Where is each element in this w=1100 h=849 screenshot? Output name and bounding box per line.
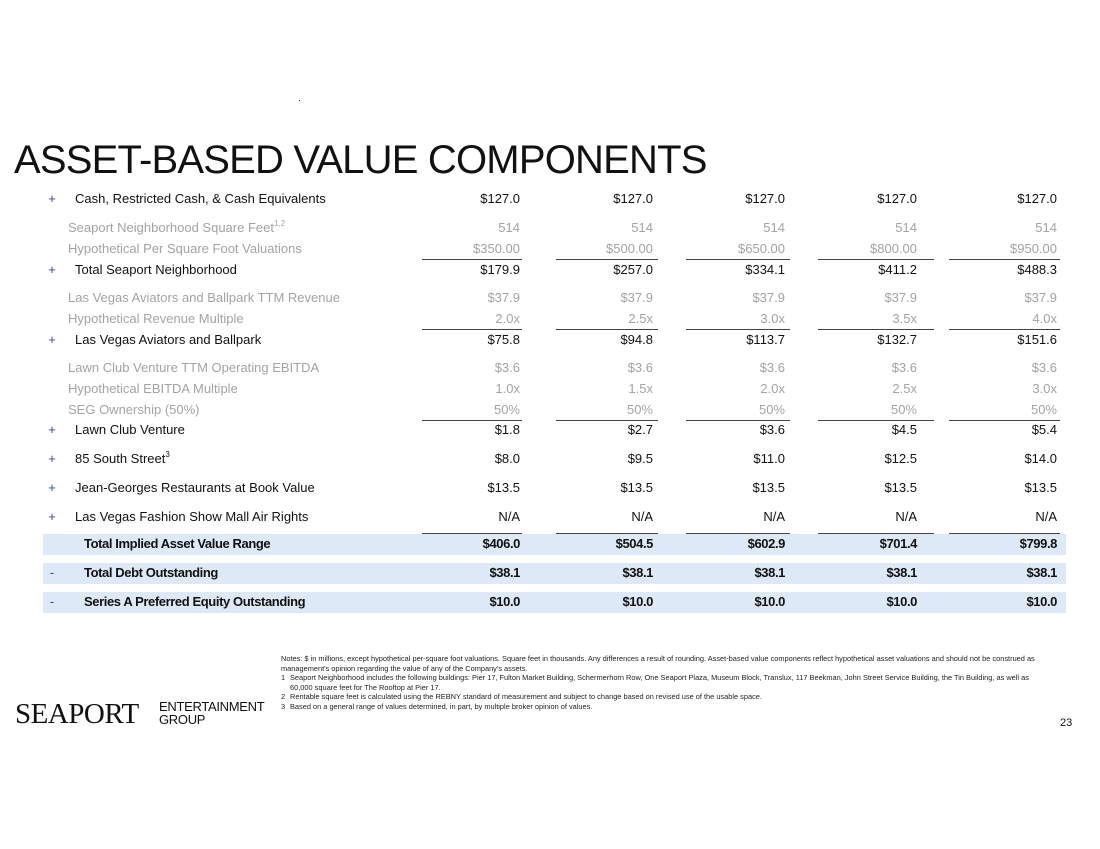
logo-subtitle: ENTERTAINMENT GROUP: [159, 699, 265, 727]
row-label: Hypothetical Revenue Multiple: [68, 311, 244, 326]
value-cell: 2.0x: [495, 311, 520, 326]
value-cell: $38.1: [886, 565, 917, 580]
value-cell: 50%: [758, 402, 785, 417]
value-cell: $10.0: [1026, 594, 1057, 609]
value-cell: $13.5: [752, 480, 785, 495]
table-row-seaport-total: [0, 260, 1100, 280]
value-cell: $12.5: [884, 451, 917, 466]
value-cell: $13.5: [620, 480, 653, 495]
plus-sign: +: [48, 509, 56, 524]
table-row-lawn-ownership: [0, 400, 1100, 420]
row-label: Las Vegas Aviators and Ballpark TTM Revenue: [68, 290, 340, 305]
value-cell: N/A: [498, 509, 520, 524]
value-cell: N/A: [631, 509, 653, 524]
row-label: Hypothetical Per Square Foot Valuations: [68, 241, 302, 256]
footnote-3: 3 Based on a general range of values determined, in part, by multiple broker opinion of values.: [281, 701, 593, 711]
row-label: Hypothetical EBITDA Multiple: [68, 381, 238, 396]
value-cell: $8.0: [494, 451, 520, 466]
value-cell: $3.6: [627, 360, 653, 375]
value-cell: $37.9: [884, 290, 917, 305]
row-label: SEG Ownership (50%): [68, 402, 200, 417]
value-cell: $37.9: [487, 290, 520, 305]
value-cell: $127.0: [613, 191, 653, 206]
value-cell: $10.0: [754, 594, 785, 609]
value-cell: $334.1: [745, 262, 785, 277]
value-cell: 50%: [493, 402, 520, 417]
value-cell: $5.4: [1031, 422, 1057, 437]
row-label: Series A Preferred Equity Outstanding: [84, 594, 306, 609]
value-cell: 50%: [626, 402, 653, 417]
value-cell: 2.0x: [760, 381, 785, 396]
table-row-preferred: [0, 592, 1100, 612]
plus-sign: +: [48, 451, 56, 466]
value-cell: $38.1: [754, 565, 785, 580]
value-cell: $602.9: [747, 536, 785, 551]
row-label: Seaport Neighborhood Square Feet$^{1,2}$: [68, 219, 286, 235]
value-cell: 2.5x: [892, 381, 917, 396]
value-cell: $3.6: [759, 422, 785, 437]
value-cell: $950.00: [1010, 241, 1057, 256]
notes-intro: Notes: $ in millions, except hypothetical per-square foot valuations. Square feet in thousands. Any differences a result of rounding. Asset-based value components reflect hypothetical asset valuations and should not be construed as management's opinion regarding the value of any of the Company's assets.: [281, 654, 1035, 673]
value-cell: $504.5: [615, 536, 653, 551]
value-cell: $3.6: [891, 360, 917, 375]
value-cell: $3.6: [759, 360, 785, 375]
table-row-air-rights: [0, 507, 1100, 527]
value-cell: $800.00: [870, 241, 917, 256]
table-row-lawn-multiple: [0, 379, 1100, 399]
value-cell: $127.0: [480, 191, 520, 206]
value-cell: 3.0x: [760, 311, 785, 326]
plus-sign: +: [48, 332, 56, 347]
table-row-cash: [0, 189, 1100, 209]
value-cell: N/A: [763, 509, 785, 524]
value-cell: $37.9: [1024, 290, 1057, 305]
row-label: Jean-Georges Restaurants at Book Value: [75, 480, 315, 495]
value-cell: $113.7: [746, 332, 785, 347]
value-cell: 514: [631, 220, 653, 235]
value-cell: $2.7: [627, 422, 653, 437]
row-label: Cash, Restricted Cash, & Cash Equivalents: [75, 191, 326, 206]
value-cell: 514: [1035, 220, 1057, 235]
value-cell: $488.3: [1017, 262, 1057, 277]
plus-sign: +: [48, 422, 56, 437]
value-cell: $38.1: [489, 565, 520, 580]
plus-sign: +: [48, 262, 56, 277]
stray-dot: [299, 100, 300, 101]
table-row-total-debt: [0, 563, 1100, 583]
value-cell: $9.5: [627, 451, 653, 466]
value-cell: $127.0: [1017, 191, 1057, 206]
value-cell: $1.8: [494, 422, 520, 437]
value-cell: $13.5: [487, 480, 520, 495]
table-row-lawn-ebitda: [0, 358, 1100, 378]
row-label: Total Seaport Neighborhood: [75, 262, 237, 277]
table-row-lv-revenue: [0, 288, 1100, 308]
page-title: ASSET-BASED VALUE COMPONENTS: [14, 138, 707, 182]
value-cell: 3.0x: [1032, 381, 1057, 396]
value-cell: $132.7: [877, 332, 917, 347]
row-label: Lawn Club Venture: [75, 422, 185, 437]
value-cell: $13.5: [884, 480, 917, 495]
value-cell: $701.4: [879, 536, 917, 551]
value-cell: 50%: [1030, 402, 1057, 417]
logo-wordmark: SEAPORT: [15, 698, 139, 730]
table-row-seaport-sqft: [0, 218, 1100, 238]
row-label: Total Implied Asset Value Range: [84, 536, 271, 551]
value-cell: $411.2: [878, 262, 917, 277]
value-cell: 514: [498, 220, 520, 235]
footnotes: [281, 654, 1051, 712]
row-label: Total Debt Outstanding: [84, 565, 218, 580]
table-row-lv-total: [0, 330, 1100, 350]
minus-sign: -: [49, 565, 55, 580]
value-cell: $11.0: [753, 451, 785, 466]
footnote-2: 2 Rentable square feet is calculated using the REBNY standard of measurement and subject to change based on revised use of the usable space.: [281, 692, 762, 702]
value-cell: $37.9: [752, 290, 785, 305]
table-row-lawn-total: [0, 420, 1100, 440]
value-cell: $350.00: [473, 241, 520, 256]
plus-sign: +: [48, 480, 56, 495]
value-cell: N/A: [1035, 509, 1057, 524]
table-row-south-street: [0, 449, 1100, 469]
value-cell: $257.0: [613, 262, 653, 277]
plus-sign: +: [48, 191, 56, 206]
value-cell: $75.8: [487, 332, 520, 347]
value-cell: 3.5x: [892, 311, 917, 326]
row-label: Lawn Club Venture TTM Operating EBITDA: [68, 360, 320, 375]
value-cell: 50%: [890, 402, 917, 417]
value-cell: $37.9: [620, 290, 653, 305]
value-cell: $38.1: [1026, 565, 1057, 580]
value-cell: $10.0: [622, 594, 653, 609]
table-row-jean-georges: [0, 478, 1100, 498]
row-label: Las Vegas Fashion Show Mall Air Rights: [75, 509, 309, 524]
page-number: 23: [1060, 717, 1073, 729]
value-cell: $127.0: [745, 191, 785, 206]
value-cell: 4.0x: [1032, 311, 1057, 326]
value-cell: $3.6: [1031, 360, 1057, 375]
value-cell: $38.1: [622, 565, 653, 580]
footnote-1: 1 Seaport Neighborhood includes the following buildings: Pier 17, Fulton Market Building, Schermerhorn Row, One Seaport Plaza, Museum Block, Translux, 117 Beekman, John Street Service Building, the Tin Building, as well as 60,000 square feet for The Rooftop at Pier 17.: [281, 673, 1029, 692]
table-row-seaport-psf: [0, 239, 1100, 259]
value-cell: $500.00: [606, 241, 653, 256]
value-cell: 2.5x: [628, 311, 653, 326]
value-cell: $10.0: [489, 594, 520, 609]
value-cell: 514: [895, 220, 917, 235]
row-label: Las Vegas Aviators and Ballpark: [75, 332, 262, 347]
value-cell: 1.0x: [495, 381, 520, 396]
value-cell: $650.00: [738, 241, 785, 256]
table-row-total-implied: [0, 534, 1100, 554]
value-cell: $127.0: [877, 191, 917, 206]
table-row-lv-multiple: [0, 309, 1100, 329]
value-cell: 514: [763, 220, 785, 235]
value-cell: N/A: [895, 509, 917, 524]
value-cell: $94.8: [620, 332, 653, 347]
value-cell: 1.5x: [628, 381, 653, 396]
value-cell: $799.8: [1019, 536, 1057, 551]
value-cell: $179.9: [480, 262, 520, 277]
value-cell: $14.0: [1024, 451, 1057, 466]
value-cell: $406.0: [482, 536, 520, 551]
minus-sign: -: [49, 594, 55, 609]
value-cell: $13.5: [1024, 480, 1057, 495]
row-label: 85 South Street$^3$: [75, 450, 170, 466]
value-cell: $10.0: [886, 594, 917, 609]
value-cell: $4.5: [891, 422, 917, 437]
value-cell: $151.6: [1017, 332, 1057, 347]
value-cell: $3.6: [494, 360, 520, 375]
